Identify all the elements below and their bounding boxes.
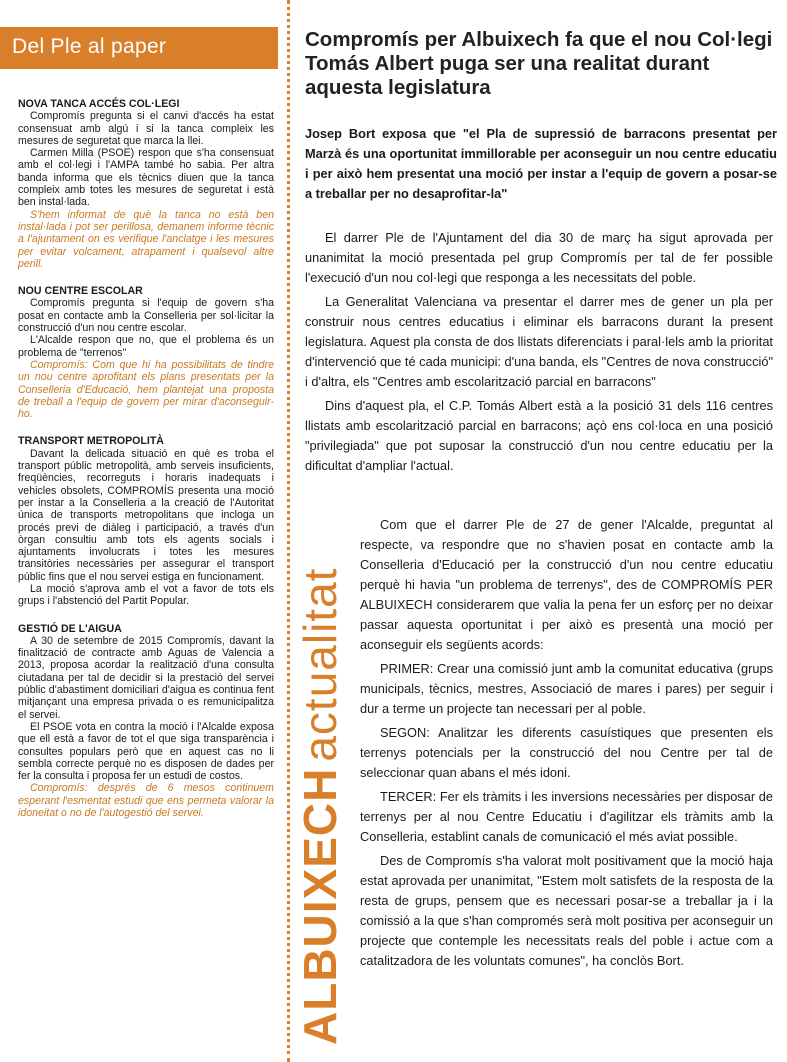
news-item: [18, 285, 274, 420]
article-body-top: [305, 228, 773, 480]
article-standfirst: Josep Bort exposa que "el Pla de supressió de barracons presentat per Marzà és una oportunitat immillorable per aconseguir un nou centre educatiu i per això hem presentat una moció per instar a l'equip de govern a posar-se a treballar per no desaprofitar-la": [305, 126, 777, 201]
news-item-paragraph: El PSOE vota en contra la moció i l'Alcalde exposa que ell està a favor de tot el que siga transparència i consultes populars però que en aquest cas no li sembla correcte perquè no es disposen de dades per fer la consulta i proposa fer un estudi de costos.: [18, 720, 274, 783]
news-item-heading: NOVA TANCA ACCÉS COL·LEGI: [18, 98, 180, 110]
sidebar: [0, 0, 283, 1062]
article-paragraph: Dins d'aquest pla, el C.P. Tomás Albert està a la posició 31 dels 116 centres llistats amb escolarització parcial en barracons; açò ens col·loca en una posició "privilegiada" que pot suposar la construcció d'un nou centre educatiu per la dificultat d'ampliar l'actual.: [305, 398, 773, 473]
section-title: Del Ple al paper: [12, 35, 167, 58]
news-item-heading: NOU CENTRE ESCOLAR: [18, 285, 143, 298]
article-paragraph: Des de Compromís s'ha valorat molt positivament que la moció haja estat aprovada per unanimitat, "Estem molt satisfets de la resposta de la resta de grups, pensem que es necessari posar-se a treballar ja i la comissió a la que s'han compromés serà molt positiva per aconseguir un projecte que contemple les necessitats reals del poble i actue com a catalitzadora de les voluntats comunes", ha conclòs Bort.: [360, 853, 773, 968]
brand-name: ALBUIXECH: [294, 767, 346, 1045]
news-item-paragraph: A 30 de setembre de 2015 Compromís, davant la finalització de contracte amb Aguas de Valencia a 2013, proposa acordar la realització d'una consulta ciutadana per tal de decidir si la prestació del servei públic d'abastiment domiciliari d'aigua es continua fent mitjançant una empresa privada o es remunicipalitza el servei.: [18, 634, 274, 721]
brand-subtitle: actualitat: [294, 567, 346, 762]
vertical-brand: [294, 567, 346, 1045]
article-paragraph: La Generalitat Valenciana va presentar el darrer mes de gener un pla per construir nous centres educatius i eliminar els barracons durant la present legislatura. Aquest pla consta de dos llistats diferenciats i paral·lels amb la prioritat d'intervenció que té cada municipi: d'una banda, els "Centres de nova construcció" i d'altra, els "Centres amb escolarització parcial en barracons": [305, 294, 773, 389]
article-headline: Compromís per Albuixech fa que el nou Col·legi Tomás Albert puga ser una realitat durant aquesta legislatura: [305, 28, 773, 99]
news-item: [18, 623, 274, 820]
news-item-comment: Compromís: després de 6 mesos continuem esperant l'esmentat estudi que ens permeta valorar la idoneitat o no de l'autogestió del servei.: [18, 782, 274, 820]
news-item-heading: GESTIÓ DE L'AIGUA: [18, 622, 122, 635]
news-item: [18, 435, 274, 607]
article-paragraph: SEGON: Analitzar les diferents casuístiques que presenten els terrenys potencials per la construcció del nou Centre per tal de seleccionar quan abans el més idoni.: [360, 725, 773, 780]
news-item-paragraph: L'Alcalde respon que no, que el problema és un problema de "terrenos": [18, 334, 274, 359]
news-item-comment: Compromís: Com que hi ha possibilitats de tindre un nou centre aprofitant els plans presentats per la Conselleria d'Educació, hem plantejat una proposta de treball a l'equip de govern per mirar d'aconseguir-ho.: [18, 358, 274, 421]
news-item-paragraph: La moció s'aprova amb el vot a favor de tots els grups i l'abstenció del Partit Popular.: [18, 582, 274, 608]
article-paragraph: El darrer Ple de l'Ajuntament del dia 30 de març ha sigut aprovada per unanimitat la moció presentada pel grup Compromís per tal de fer possible l'execució d'un nou col·legi que responga a les necessitats del poble.: [305, 230, 773, 285]
news-item-paragraph: Compromís pregunta si el canvi d'accés ha estat consensuat amb algú i si la tanca compleix les mesures de seguretat que marca la llei.: [18, 110, 274, 147]
news-item: [18, 98, 274, 270]
dotted-divider: [287, 0, 290, 1062]
news-item-paragraph: Compromís pregunta si l'equip de govern s'ha posat en contacte amb la Conselleria per sol·licitar la construcció d'un nou centre escolar.: [18, 297, 274, 335]
article-paragraph: PRIMER: Crear una comissió junt amb la comunitat educativa (grups municipals, tècnics, mestres, Associació de mares i pares) per seguir i dur a terme un projecte tan necessari per al poble.: [360, 661, 773, 716]
news-item-comment: S'hem informat de què la tanca no està ben instal·lada i pot ser perillosa, demanem informe tècnic a l'ajuntament on es verifique l'anclatge i les mesures per evitar volcament, atrapament i qualsevol altre perill.: [18, 208, 274, 270]
news-item-paragraph: Carmen Milla (PSOE) respon que s'ha consensuat amb el col·legi i l'AMPA també ho sabia. Per altra banda informa que els tècnics diuen que la tanca compleix amb totes les mesures de seguretat i està ben instal·lada.: [18, 147, 274, 209]
section-title-bar: [0, 27, 278, 69]
article-body-bottom: [360, 515, 773, 975]
news-item-heading: TRANSPORT METROPOLITÀ: [18, 435, 164, 448]
sidebar-news-list: [18, 98, 274, 834]
news-item-paragraph: Davant la delicada situació en què es troba el transport públic metropolità, amb serveis insuficients, freqüències, recorreguts i horaris inadequats i vehicles obsolets, COMPROMÍS presenta una moció per instar a la Conselleria a la creació de l'Autoritat única de transports metropolitans que incloga un procés previ de diàleg i participació, a través d'un òrgan consultiu amb tots els agents socials i ajuntaments involucrats i totes les mesures transitòries necessàries per assegurar el transport públic fins que el nou servei estiga en funcionament.: [18, 447, 274, 583]
article-paragraph: Com que el darrer Ple de 27 de gener l'Alcalde, preguntat al respecte, va respondre que no s'havien posat en contacte amb la Conselleria d'Educació per la construcció d'un nou centre educatiu perquè hi havia "un problema de terrenys", des de COMPROMÍS PER ALBUIXECH considerarem que valia la pena fer un esforç per no deixar passar aquesta oportunitat i per això es presentà una moció per aconseguir els següents acords:: [360, 517, 773, 652]
article-paragraph: TERCER: Fer els tràmits i les inversions necessàries per disposar de terrenys per al nou Centre Educatiu i d'agilitzar els tràmits amb la Conselleria, establint canals de comunicació el més aviat possible.: [360, 789, 773, 844]
